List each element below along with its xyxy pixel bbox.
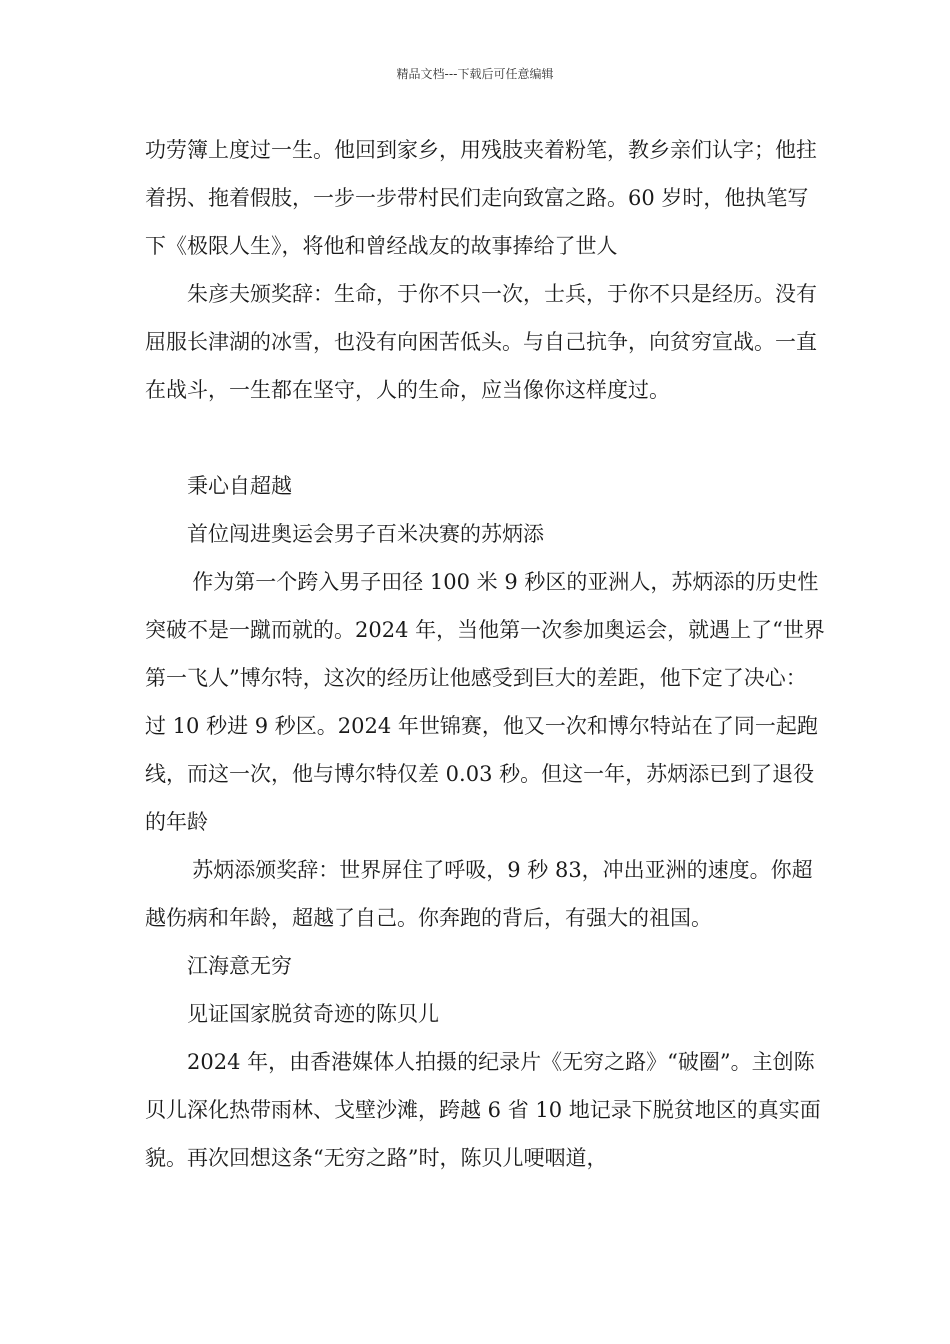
section-subtitle-su: 首位闯进奥运会男子百米决赛的苏炳添: [187, 522, 544, 546]
paragraph-continuation: 功劳簿上度过一生。他回到家乡，用残肢夹着粉笔，教乡亲们认字；他拄着拐、拖着假肢，一步一步带村民们走向致富之路。60 岁时，他执笔写下《极限人生》，将他和曾经战友的故事捧给了世人: [145, 138, 817, 258]
section-heading-su: 秉心自超越: [187, 474, 292, 498]
paragraph-spacer: [145, 414, 825, 462]
section-heading-chen: 江海意无穷: [187, 954, 292, 978]
section-subtitle-chen: 见证国家脱贫奇迹的陈贝儿: [187, 1002, 439, 1026]
paragraph-su-story: 作为第一个跨入男子田径 100 米 9 秒区的亚洲人，苏炳添的历史性突破不是一蹴而就的。2024 年，当他第一次参加奥运会，就遇上了“世界第一飞人”博尔特，这次的经历让他感受到巨大的差距，他下定了决心：过 10 秒进 9 秒区。2024 年世锦赛，他又一次和博尔特站在了同一起跑线，而这一次，他与博尔特仅差 0.03 秒。但这一年，苏炳添已到了退役的年龄: [145, 570, 825, 834]
page-header: 精品文档---下载后可任意编辑: [396, 67, 554, 81]
paragraph-award-speech-zhu: 朱彦夫颁奖辞：生命，于你不只一次，士兵，于你不只是经历。没有屈服长津湖的冰雪，也没有向困苦低头。与自己抗争，向贫穷宣战。一直在战斗，一生都在坚守，人的生命，应当像你这样度过。: [145, 282, 817, 402]
paragraph-award-speech-su: 苏炳添颁奖辞：世界屏住了呼吸，9 秒 83，冲出亚洲的速度。你超越伤病和年龄，超越了自己。你奔跑的背后，有强大的祖国。: [145, 858, 813, 930]
paragraph-chen-story: 2024 年，由香港媒体人拍摄的纪录片《无穷之路》“破圈”。主创陈贝儿深化热带雨林、戈壁沙滩，跨越 6 省 10 地记录下脱贫地区的真实面貌。再次回想这条“无穷之路”时，陈贝儿哽咽道，: [145, 1050, 821, 1170]
document-body: [145, 126, 825, 1182]
